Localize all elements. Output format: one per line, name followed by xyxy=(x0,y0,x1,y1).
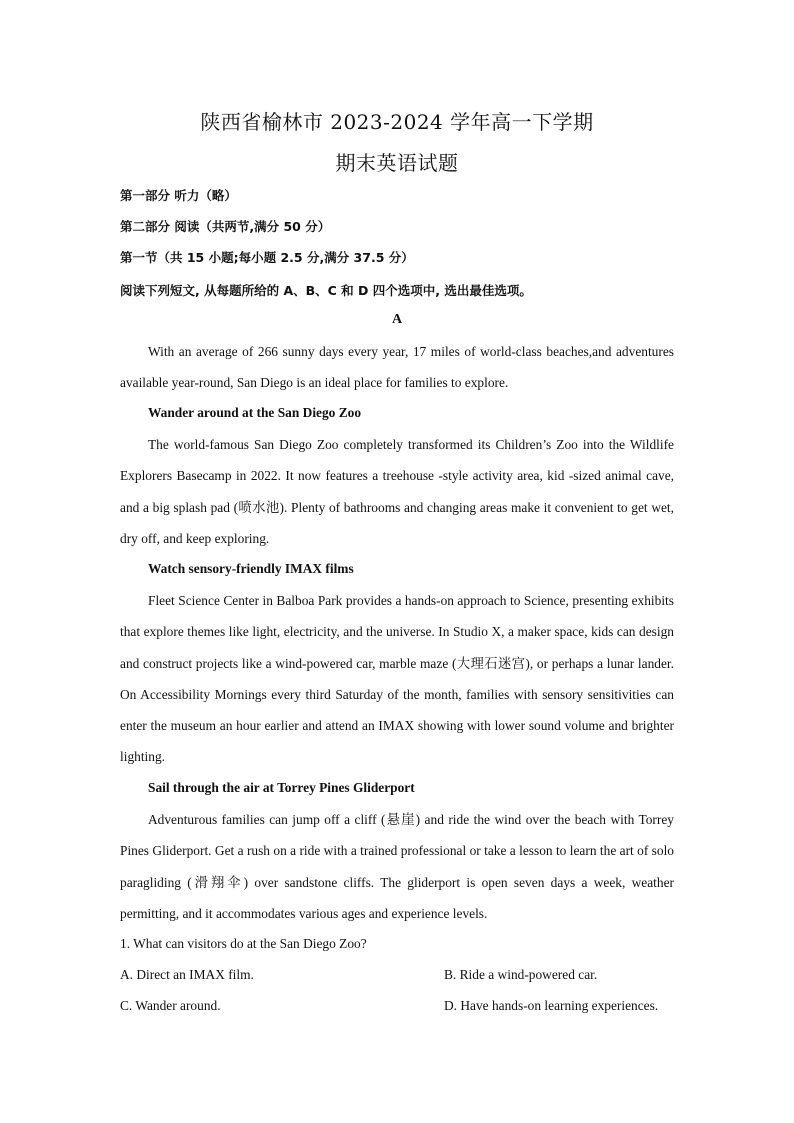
reading-instruction: 阅读下列短文, 从每题所给的 A、B、C 和 D 四个选项中, 选出最佳选项。 xyxy=(120,283,532,298)
exam-title: 陕西省榆林市 2023-2024 学年高一下学期 xyxy=(200,110,594,134)
option-d: D. Have hands-on learning experiences. xyxy=(444,998,659,1013)
part1-heading: 第一部分 听力（略） xyxy=(120,188,237,203)
part2-heading: 第二部分 阅读（共两节,满分 50 分） xyxy=(120,219,331,234)
passage-subheading: Wander around at the San Diego Zoo xyxy=(148,405,362,420)
question-stem: 1. What can visitors do at the San Diego Zoo? xyxy=(120,936,367,951)
passage-paragraph: Adventurous families can jump off a cliff (悬崖) and ride the wind over the beach with Torrey Pines Gliderport. Get a rush on a ride with a trained professional or take a lesson to learn the art of solo paragliding (滑翔伞) over sandstone cliffs. The gliderport is open seven days a week, weather permitting, and it accommodates various ages and experience levels. xyxy=(120,812,674,921)
option-b: B. Ride a wind-powered car. xyxy=(444,967,598,982)
passage-subheading: Watch sensory-friendly IMAX films xyxy=(148,561,354,576)
option-a: A. Direct an IMAX film. xyxy=(120,967,254,982)
option-c: C. Wander around. xyxy=(120,998,221,1013)
passage-paragraph: The world-famous San Diego Zoo completely transformed its Children’s Zoo into the Wildlife Explorers Basecamp in 2022. It now features a treehouse -style activity area, kid -sized animal cave, and a big splash pad (喷水池). Plenty of bathrooms and changing areas make it convenient to get wet, dry off, and keep exploring. xyxy=(120,437,674,546)
passage-paragraph: Fleet Science Center in Balboa Park provides a hands-on approach to Science, presenting exhibits that explore themes like light, electricity, and the universe. In Studio X, a maker space, kids can design and construct projects like a wind-powered car, marble maze (大理石迷宫), or perhaps a lunar lander. On Accessibility Mornings every third Saturday of the month, families with sensory sensitivities can enter the museum an hour earlier and attend an IMAX showing with lower sound volume and brighter lighting. xyxy=(120,593,674,765)
passage-intro: With an average of 266 sunny days every year, 17 miles of world-class beaches,and adventures available year-round, San Diego is an ideal place for families to explore. xyxy=(120,344,674,391)
passage-label: A xyxy=(391,312,403,327)
passage-subheading: Sail through the air at Torrey Pines Gliderport xyxy=(148,780,415,795)
section1-heading: 第一节（共 15 小题;每小题 2.5 分,满分 37.5 分） xyxy=(120,250,414,265)
exam-subtitle: 期末英语试题 xyxy=(335,151,459,175)
